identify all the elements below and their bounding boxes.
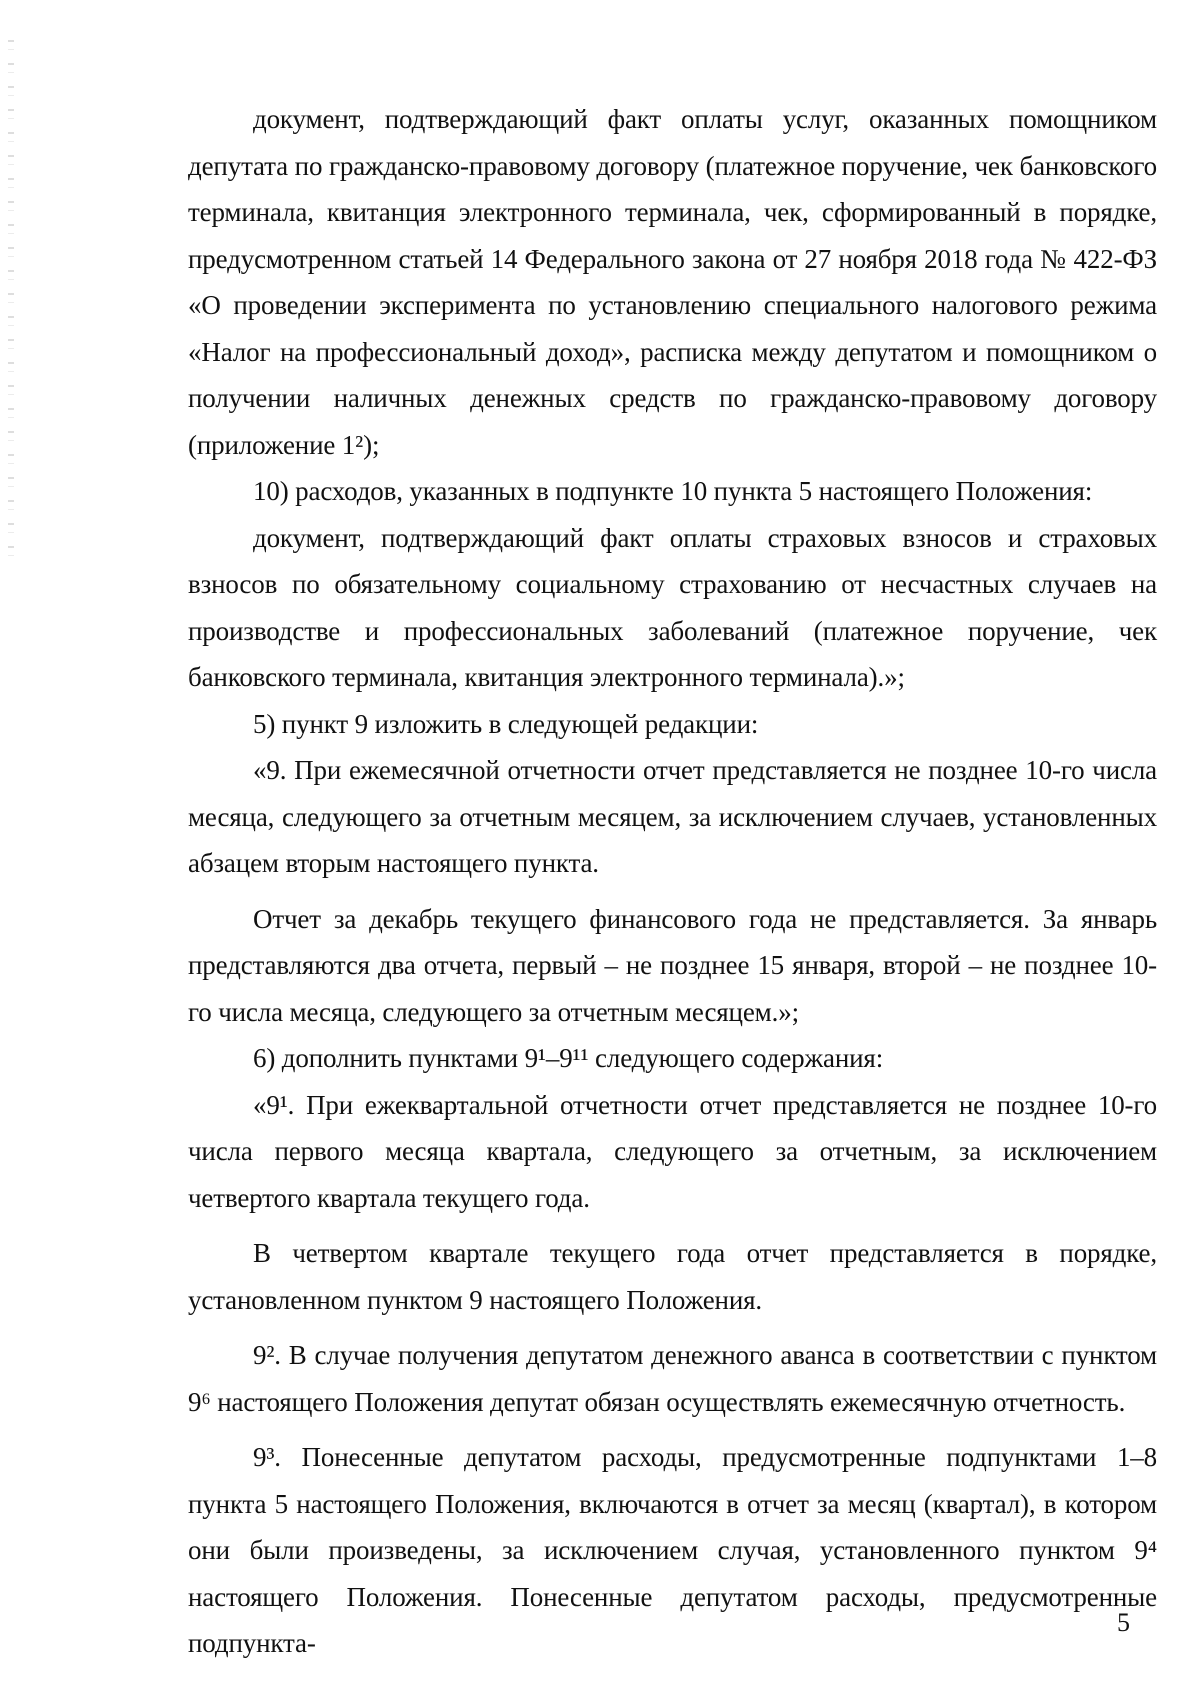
paragraph-point-9-monthly-report: «9. При ежемесячной отчетности отчет представляется не позднее 10-го числа месяца, следующего за отчетным месяцем, за исключением случаев, установленных абзацем вторым настоящего пункта. bbox=[188, 755, 1157, 878]
scan-edge-marks bbox=[8, 40, 14, 560]
paragraph-fourth-quarter-report: В четвертом квартале текущего года отчет представляется в порядке, установленном пунктом 9 настоящего Положения. bbox=[188, 1238, 1157, 1315]
paragraph-point-9-2-advance: 9². В случае получения депутатом денежного аванса в соответствии с пунктом 9⁶ настоящего Положения депутат обязан осуществлять ежемесячную отчетность. bbox=[188, 1340, 1157, 1417]
paragraph-december-report: Отчет за декабрь текущего финансового года не представляется. За январь представляются два отчета, первый – не позднее 15 января, второй – не позднее 10-го числа месяца, следующего за отчетным месяцем.»; bbox=[188, 903, 1157, 1027]
paragraph-point-9-1-quarterly-report: «9¹. При ежеквартальной отчетности отчет представляется не позднее 10-го числа первого месяца квартала, следующего за отчетным, за исключением четвертого квартала текущего года. bbox=[188, 1089, 1157, 1213]
paragraph-item-6-amendment: 6) дополнить пунктами 9¹–9¹¹ следующего содержания: bbox=[253, 1043, 884, 1073]
paragraph-item-5-amendment: 5) пункт 9 изложить в следующей редакции: bbox=[253, 708, 759, 739]
paragraph-item-10-expenses: 10) расходов, указанных в подпункте 10 пункта 5 настоящего Положения: bbox=[253, 476, 1093, 506]
paragraph-assistant-payment-document: документ, подтверждающий факт оплаты услуг, оказанных помощником депутата по гражданско-правовому договору (платежное поручение, чек банковского терминала, квитанция электронного терминала, чек, сформированный в порядке, предусмотренном статьей 14 Федерального закона от 27 ноября 2018 года № 422-ФЗ «О проведении эксперимента по установлению специального налогового режима «Налог на профессиональный доход», расписка между депутатом и помощником о получении наличных денежных средств по гражданско-правовому договору (приложение 1²); bbox=[188, 104, 1157, 460]
document-body bbox=[188, 96, 1157, 1667]
paragraph-insurance-payment-document: документ, подтверждающий факт оплаты страховых взносов и страховых взносов по обязательному социальному страхованию от несчастных случаев на производстве и профессиональных заболеваний (платежное поручение, чек банковского терминала, квитанция электронного терминала).»; bbox=[188, 522, 1157, 692]
page-number: 5 bbox=[1117, 1608, 1130, 1637]
paragraph-point-9-3-expenses: 9³. Понесенные депутатом расходы, предусмотренные подпунктами 1–8 пункта 5 настоящего Положения, включаются в отчет за месяц (квартал), в котором они были произведены, за исключением случая, установленного пунктом 9⁴ настоящего Положения. Понесенные депутатом расходы, предусмотренные подпункта- bbox=[188, 1442, 1157, 1658]
